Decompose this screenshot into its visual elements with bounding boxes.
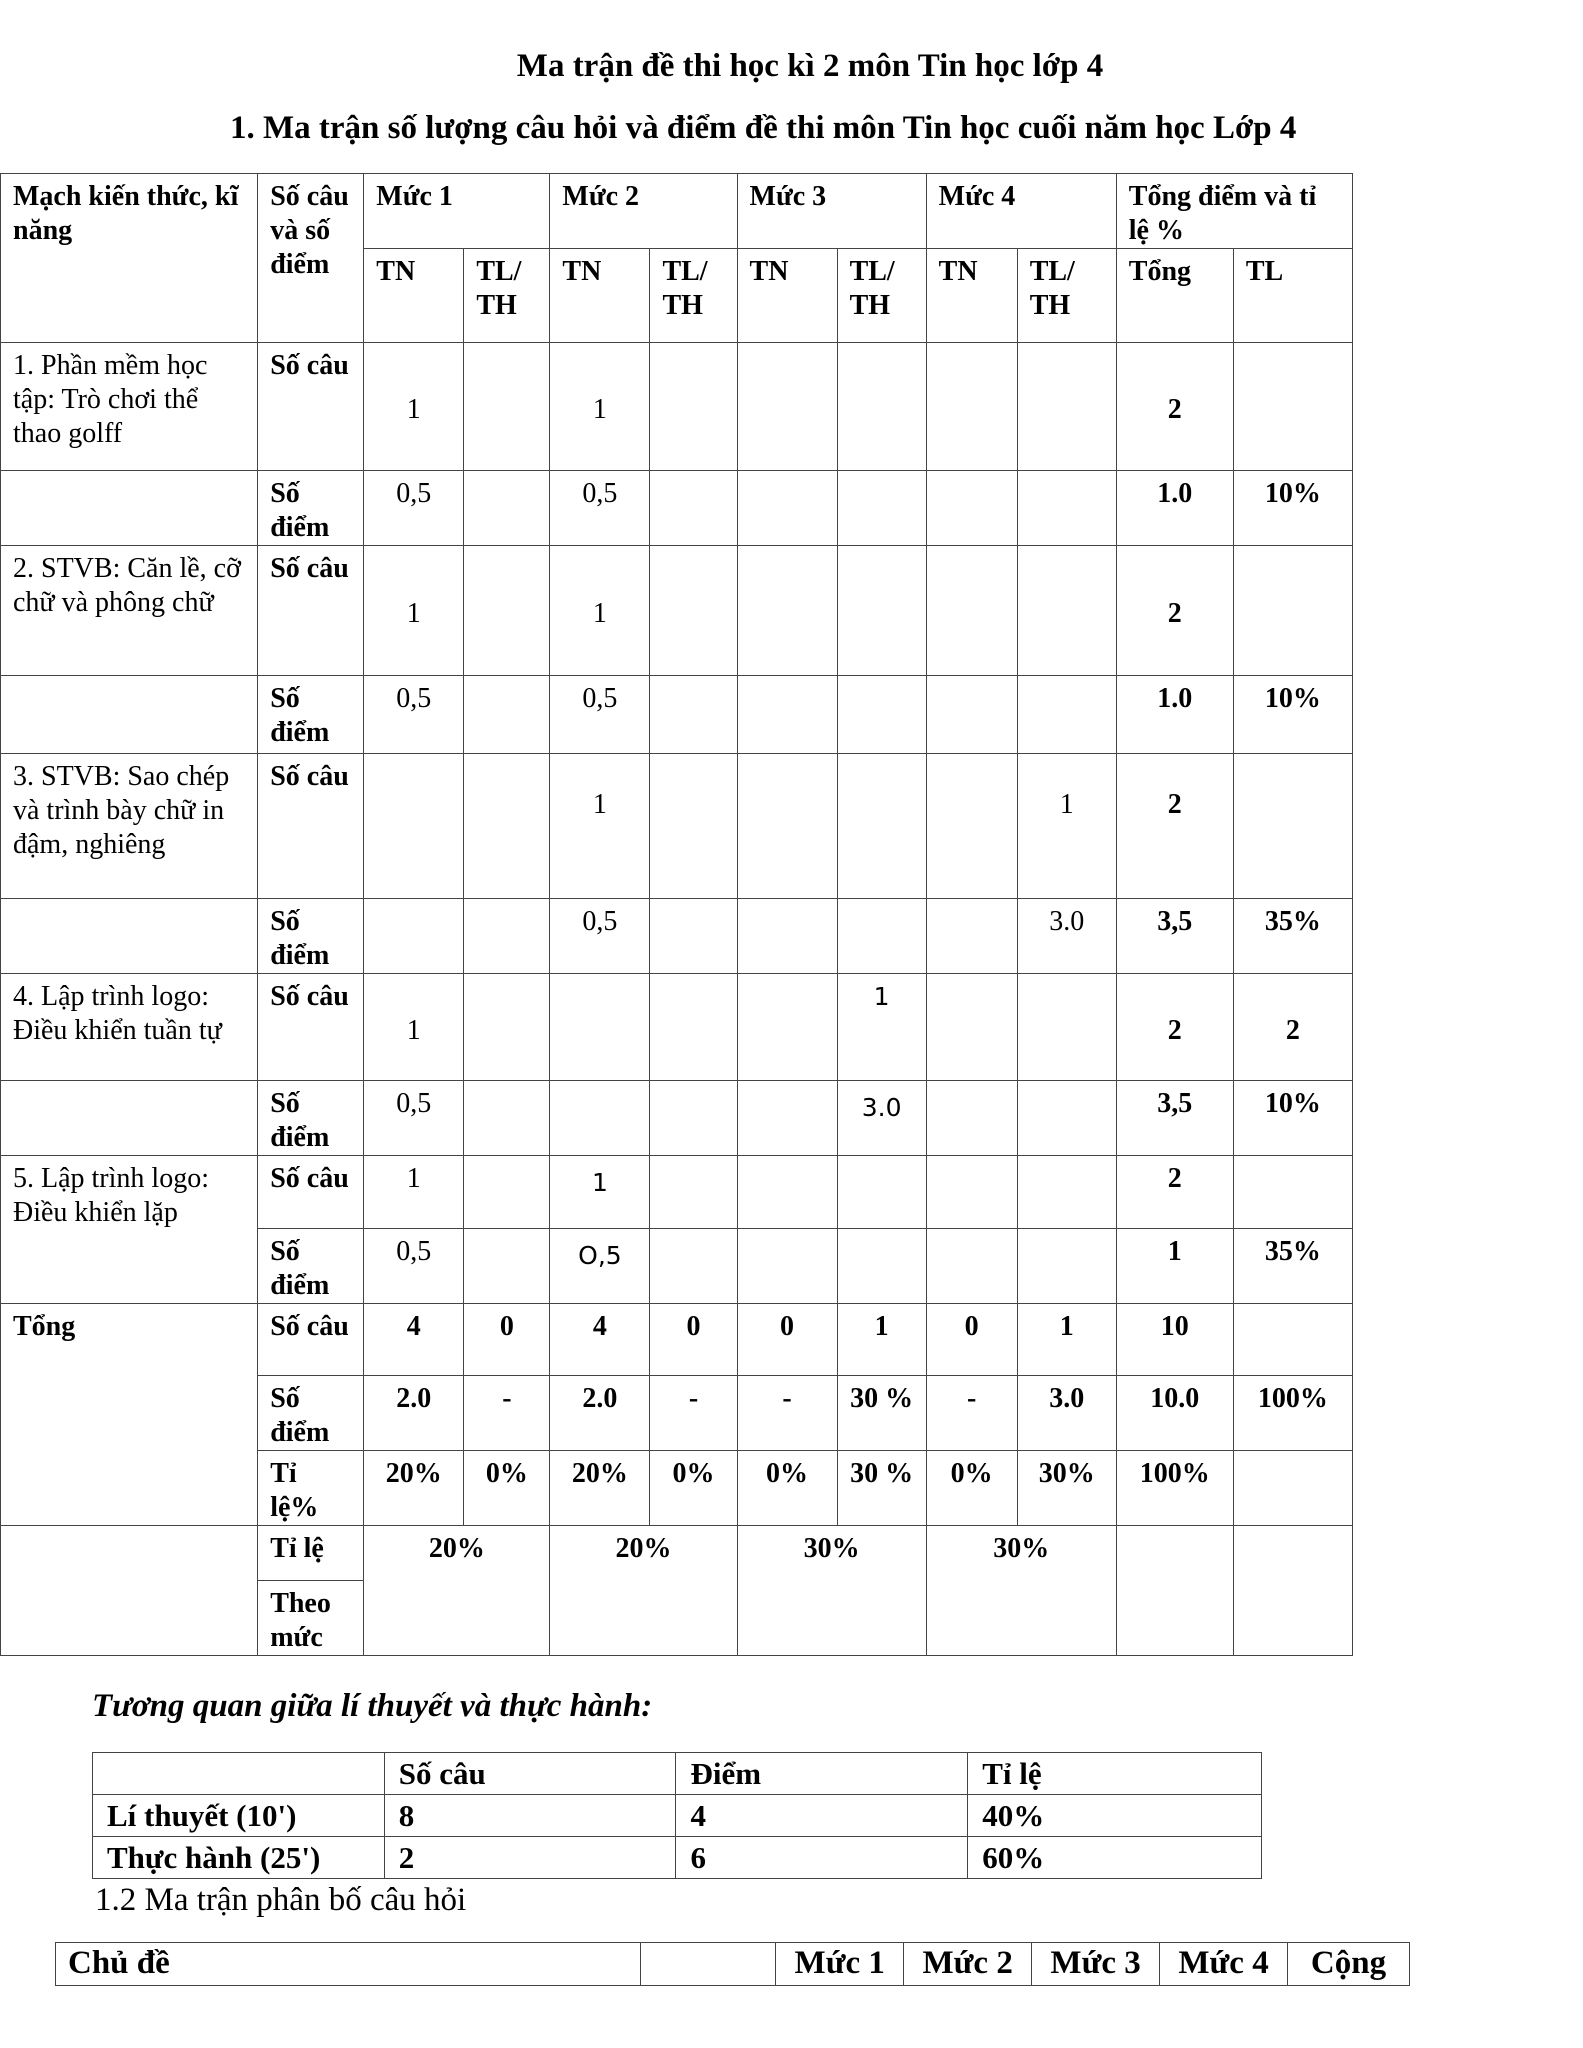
row-label-so-diem: Số điểm [258, 899, 364, 974]
cell: 100% [1116, 1451, 1233, 1526]
header-topic: Mạch kiến thức, kĩ năng [1, 174, 258, 343]
table-row-totals [1, 1304, 1353, 1376]
header-level-3: Mức 3 [1032, 1943, 1160, 1986]
cell: 1 [550, 754, 650, 899]
row-label: Lí thuyết (10') [93, 1795, 385, 1837]
cell [837, 899, 926, 974]
empty-cell [1, 676, 258, 754]
cell [364, 754, 464, 899]
cell [737, 1229, 837, 1304]
level-2-ratio: 20% [550, 1526, 737, 1656]
cell [837, 471, 926, 546]
header-level-2: Mức 2 [550, 174, 737, 249]
cell: 1 [550, 1156, 650, 1229]
cell: 30 % [837, 1451, 926, 1526]
table-row [1, 546, 1353, 676]
cell [364, 899, 464, 974]
cell [464, 343, 550, 471]
row-label-so-diem: Số điểm [258, 1376, 364, 1451]
header-total-group: Tổng điểm và tỉ lệ % [1116, 174, 1352, 249]
row-label-ti-le: Tỉ lệ [258, 1526, 364, 1581]
cell [650, 343, 737, 471]
header-tl-th: TL/ TH [1017, 249, 1116, 343]
table-row [1, 754, 1353, 899]
cell: 1 [364, 1156, 464, 1229]
cell [550, 1081, 650, 1156]
topic-name: 2. STVB: Căn lề, cỡ chữ và phông chữ [1, 546, 258, 676]
cell-total: 35% [1233, 899, 1352, 974]
cell: 2 [384, 1837, 676, 1879]
section-1-2-title: 1.2 Ma trận phân bố câu hỏi [95, 1882, 467, 1918]
cell: 1 [364, 974, 464, 1081]
cell: 3.0 [1017, 1376, 1116, 1451]
cell: 0,5 [364, 676, 464, 754]
header-level-1: Mức 1 [364, 174, 550, 249]
header-cell [93, 1753, 385, 1795]
cell [1017, 1081, 1116, 1156]
cell [650, 546, 737, 676]
header-cell: Số câu [384, 1753, 676, 1795]
cell: 1 [364, 546, 464, 676]
cell: 1 [837, 1304, 926, 1376]
cell-total: 2 [1116, 546, 1233, 676]
row-label-so-diem: Số điểm [258, 1081, 364, 1156]
cell-total [1233, 343, 1352, 471]
topic-name: 1. Phần mềm học tập: Trò chơi thể thao golff [1, 343, 258, 471]
table-row [93, 1753, 1262, 1795]
table-row [1, 471, 1353, 546]
header-tl-th: TL/ TH [650, 249, 737, 343]
cell: 0 [464, 1304, 550, 1376]
header-cell: Điểm [676, 1753, 968, 1795]
cell [926, 899, 1017, 974]
cell: 10 [1116, 1304, 1233, 1376]
cell [926, 1229, 1017, 1304]
cell: 1 [550, 343, 650, 471]
table-row [1, 1156, 1353, 1229]
cell [737, 471, 837, 546]
cell [837, 1156, 926, 1229]
cell: 1 [364, 343, 464, 471]
header-tn: TN [737, 249, 837, 343]
cell-total: 1.0 [1116, 471, 1233, 546]
header-tl-th: TL/ TH [464, 249, 550, 343]
cell [650, 1229, 737, 1304]
header-tl-th: TL/ TH [837, 249, 926, 343]
cell [837, 676, 926, 754]
cell: 1 [1017, 1304, 1116, 1376]
row-label-so-cau: Số câu [258, 343, 364, 471]
cell: 0 [926, 1304, 1017, 1376]
header-level-4: Mức 4 [926, 174, 1116, 249]
score-matrix-table [0, 173, 1353, 1656]
cell [650, 754, 737, 899]
cell [650, 899, 737, 974]
cell-total: 10% [1233, 471, 1352, 546]
row-label-so-cau: Số câu [258, 974, 364, 1081]
cell-total: 2 [1116, 754, 1233, 899]
cell [737, 974, 837, 1081]
cell: 40% [968, 1795, 1262, 1837]
cell-total: 2 [1116, 1156, 1233, 1229]
cell [737, 546, 837, 676]
empty-cell [1, 471, 258, 546]
empty-cell [1233, 1526, 1352, 1656]
cell [464, 1229, 550, 1304]
cell [1017, 343, 1116, 471]
cell: 0 [737, 1304, 837, 1376]
cell [1017, 974, 1116, 1081]
cell [650, 676, 737, 754]
cell [926, 1156, 1017, 1229]
level-3-ratio: 30% [737, 1526, 926, 1656]
page-title: Ma trận đề thi học kì 2 môn Tin học lớp 4 [516, 48, 1104, 84]
cell: 0,5 [550, 899, 650, 974]
cell [737, 754, 837, 899]
row-label-so-diem: Số điểm [258, 471, 364, 546]
cell [464, 546, 550, 676]
cell: - [464, 1376, 550, 1451]
row-label-so-cau: Số câu [258, 546, 364, 676]
cell [837, 343, 926, 471]
cell-total [1233, 1156, 1352, 1229]
cell: 20% [364, 1451, 464, 1526]
cell-total: 2 [1116, 343, 1233, 471]
cell [464, 1081, 550, 1156]
cell: 0,5 [550, 676, 650, 754]
cell: 3.0 [837, 1081, 926, 1156]
cell: - [650, 1376, 737, 1451]
cell-total: 3,5 [1116, 899, 1233, 974]
cell: O,5 [550, 1229, 650, 1304]
cell [1017, 546, 1116, 676]
row-label: Thực hành (25') [93, 1837, 385, 1879]
empty-cell [1116, 1526, 1233, 1656]
row-label-ti-le: Tỉ lệ% [258, 1451, 364, 1526]
header-level-4: Mức 4 [1160, 1943, 1288, 1986]
cell: 3.0 [1017, 899, 1116, 974]
cell [926, 754, 1017, 899]
cell: 20% [550, 1451, 650, 1526]
level-4-ratio: 30% [926, 1526, 1116, 1656]
header-level-1: Mức 1 [776, 1943, 904, 1986]
cell-total: 2 [1116, 974, 1233, 1081]
topic-name: 5. Lập trình logo: Điều khiển lặp [1, 1156, 258, 1304]
empty-cell [1, 1081, 258, 1156]
cell: 4 [550, 1304, 650, 1376]
row-label-so-cau: Số câu [258, 754, 364, 899]
cell [1233, 1451, 1352, 1526]
table-row [93, 1795, 1262, 1837]
totals-label: Tổng [1, 1304, 258, 1526]
header-level-2: Mức 2 [904, 1943, 1032, 1986]
table-row [1, 343, 1353, 471]
table-row-level-ratio [1, 1526, 1353, 1581]
cell [1017, 1229, 1116, 1304]
cell-total [1233, 546, 1352, 676]
cell: 1 [1017, 754, 1116, 899]
cell [650, 974, 737, 1081]
row-label-so-cau: Số câu [258, 1304, 364, 1376]
section-title: 1. Ma trận số lượng câu hỏi và điểm đề thi môn Tin học cuối năm học Lớp 4 [230, 110, 1297, 146]
cell [464, 899, 550, 974]
header-level-3: Mức 3 [737, 174, 926, 249]
cell [1017, 676, 1116, 754]
distribution-table [55, 1942, 1410, 1986]
header-tn: TN [364, 249, 464, 343]
cell-total [1233, 754, 1352, 899]
row-label-so-diem: Số điểm [258, 1229, 364, 1304]
cell: 1 [837, 974, 926, 1081]
cell [926, 1081, 1017, 1156]
cell [926, 343, 1017, 471]
cell [737, 676, 837, 754]
cell [650, 471, 737, 546]
cell [1017, 471, 1116, 546]
cell: 0 [650, 1304, 737, 1376]
header-cell: Tỉ lệ [968, 1753, 1262, 1795]
header-tong: Tổng [1116, 249, 1233, 343]
cell [926, 974, 1017, 1081]
cell-total: 35% [1233, 1229, 1352, 1304]
cell [737, 1156, 837, 1229]
header-blank [641, 1943, 776, 1986]
cell [650, 1081, 737, 1156]
cell: 0% [650, 1451, 737, 1526]
cell [464, 754, 550, 899]
cell: 2.0 [550, 1376, 650, 1451]
cell: 60% [968, 1837, 1262, 1879]
cell [650, 1156, 737, 1229]
table-row [1, 899, 1353, 974]
header-sum: Cộng [1288, 1943, 1410, 1986]
table-row [1, 1081, 1353, 1156]
cell [926, 676, 1017, 754]
cell: - [926, 1376, 1017, 1451]
cell: 30% [1017, 1451, 1116, 1526]
cell [464, 974, 550, 1081]
cell [837, 754, 926, 899]
cell [737, 899, 837, 974]
empty-cell [1, 1526, 258, 1656]
table-row [93, 1837, 1262, 1879]
cell [464, 1156, 550, 1229]
row-label-so-diem: Số điểm [258, 676, 364, 754]
header-type: Số câu và số điểm [258, 174, 364, 343]
cell-total: 2 [1233, 974, 1352, 1081]
cell [550, 974, 650, 1081]
cell: 1 [550, 546, 650, 676]
cell [737, 343, 837, 471]
cell: 0% [737, 1451, 837, 1526]
level-1-ratio: 20% [364, 1526, 550, 1656]
cell: 0% [464, 1451, 550, 1526]
cell [1017, 1156, 1116, 1229]
table-row [1, 676, 1353, 754]
cell-total: 10% [1233, 1081, 1352, 1156]
cell: 2.0 [364, 1376, 464, 1451]
cell: 10.0 [1116, 1376, 1233, 1451]
cell-total: 1.0 [1116, 676, 1233, 754]
header-topic: Chủ đề [56, 1943, 641, 1986]
header-tn: TN [550, 249, 650, 343]
cell: 100% [1233, 1376, 1352, 1451]
cell: 4 [676, 1795, 968, 1837]
table-row [56, 1943, 1410, 1986]
cell [464, 676, 550, 754]
cell: 0,5 [364, 1229, 464, 1304]
cell: 4 [364, 1304, 464, 1376]
cell [1233, 1304, 1352, 1376]
cell: 6 [676, 1837, 968, 1879]
cell: 30 % [837, 1376, 926, 1451]
cell [837, 1229, 926, 1304]
cell [926, 471, 1017, 546]
cell: 0% [926, 1451, 1017, 1526]
header-tl: TL [1233, 249, 1352, 343]
cell-total: 1 [1116, 1229, 1233, 1304]
correlation-title: Tương quan giữa lí thuyết và thực hành: [92, 1688, 653, 1724]
row-label-so-cau: Số câu [258, 1156, 364, 1229]
table-row [1, 974, 1353, 1081]
cell-total: 10% [1233, 676, 1352, 754]
row-label-theo-muc: Theo mức [258, 1581, 364, 1656]
topic-name: 4. Lập trình logo: Điều khiển tuần tự [1, 974, 258, 1081]
cell: 0,5 [364, 471, 464, 546]
empty-cell [1, 899, 258, 974]
cell: - [737, 1376, 837, 1451]
cell: 0,5 [550, 471, 650, 546]
cell: 0,5 [364, 1081, 464, 1156]
cell [837, 546, 926, 676]
cell: 8 [384, 1795, 676, 1837]
cell [464, 471, 550, 546]
cell-total: 3,5 [1116, 1081, 1233, 1156]
cell [926, 546, 1017, 676]
cell [737, 1081, 837, 1156]
topic-name: 3. STVB: Sao chép và trình bày chữ in đậm, nghiêng [1, 754, 258, 899]
correlation-table [92, 1752, 1262, 1879]
header-tn: TN [926, 249, 1017, 343]
